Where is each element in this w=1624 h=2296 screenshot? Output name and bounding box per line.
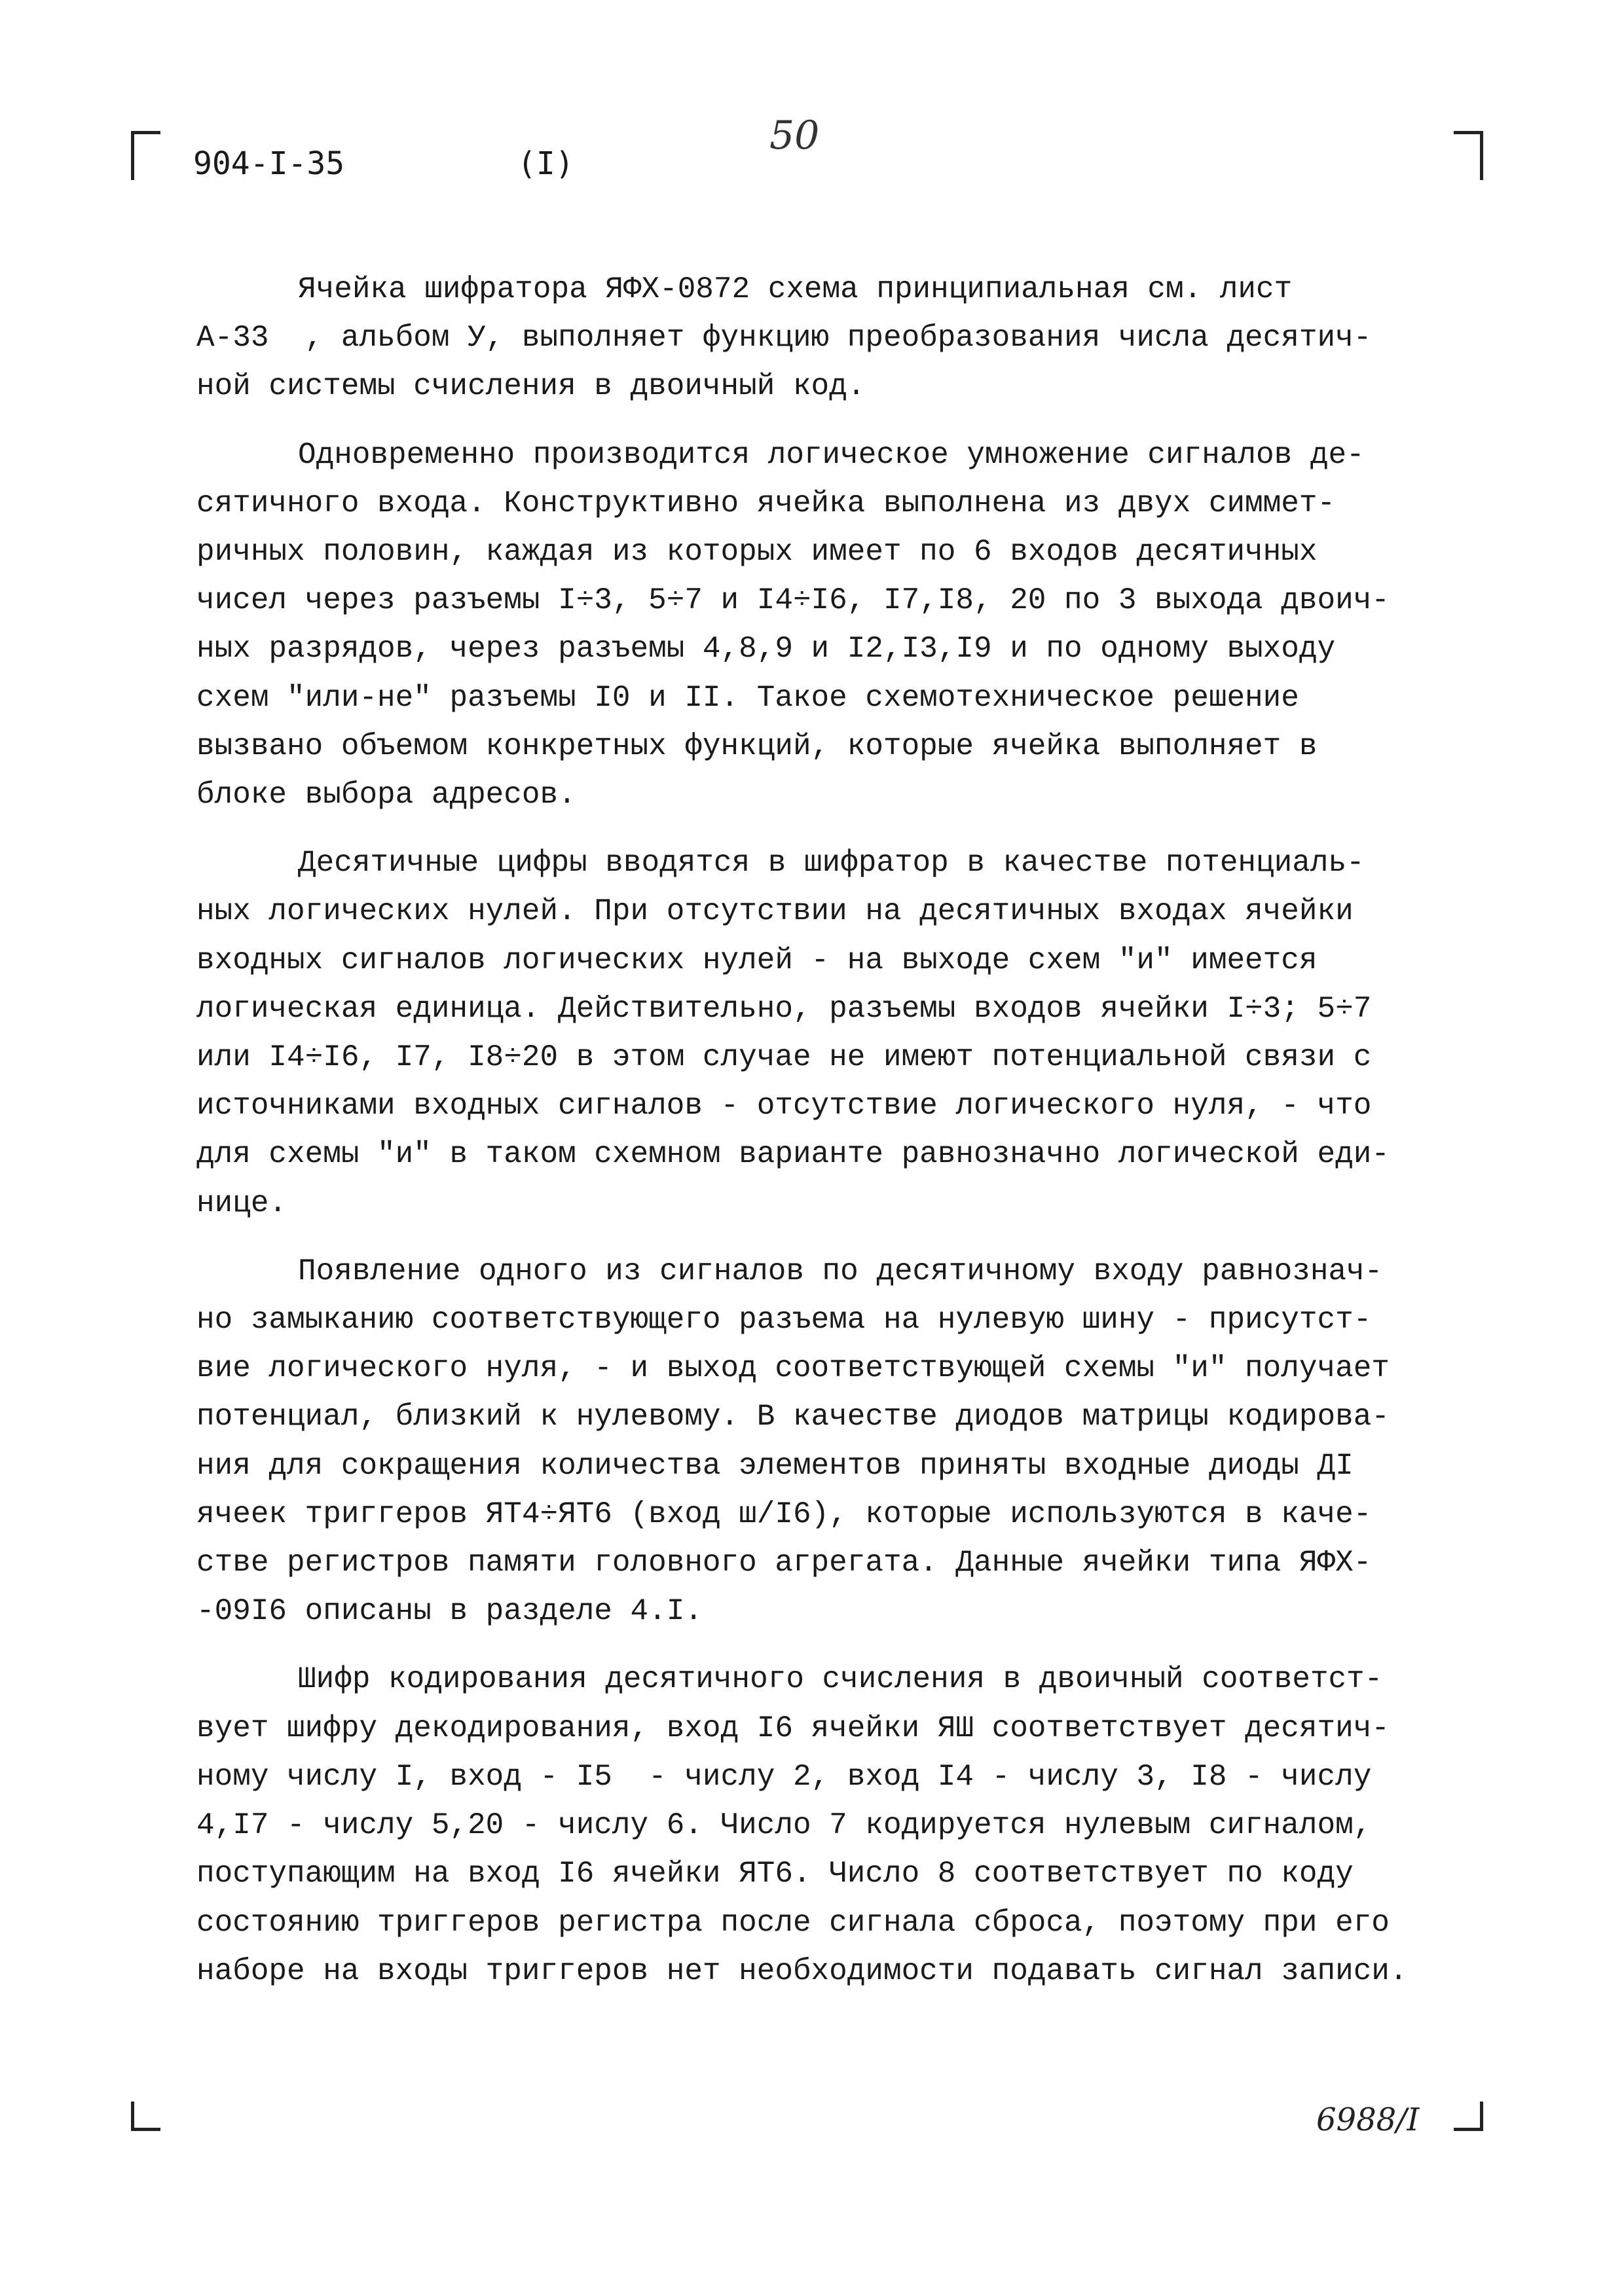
text-line: А-33 , альбом У, выполняет функцию преобразования числа десятич- — [196, 321, 1372, 355]
corner-mark-bottom-left — [131, 2102, 160, 2131]
text-line: Появление одного из сигналов по десятичному входу равнознач- — [298, 1254, 1383, 1288]
text-line: ричных половин, каждая из которых имеет по 6 входов десятичных — [196, 535, 1318, 570]
text-line: вует шифру декодирования, вход I6 ячейки ЯШ соответствует десятич- — [196, 1711, 1390, 1745]
text-line: Ячейка шифратора ЯФХ-0872 схема принципиальная см. лист — [298, 272, 1293, 306]
text-line: ных логических нулей. При отсутствии на десятичных входах ячейки — [196, 894, 1354, 929]
paragraph-5 — [196, 1655, 1493, 1995]
paragraph-1 — [196, 265, 1493, 411]
text-line: сятичного входа. Конструктивно ячейка выполнена из двух симмет- — [196, 486, 1336, 520]
text-line: Десятичные цифры вводятся в шифратор в качестве потенциаль- — [298, 846, 1365, 881]
document-code: 904-I-35 — [193, 145, 345, 182]
paragraph-2 — [196, 431, 1493, 820]
text-line: Шифр кодирования десятичного счисления в двоичный соответст- — [298, 1662, 1383, 1697]
text-line: 4,I7 - числу 5,20 - числу 6. Число 7 кодируется нулевым сигналом, — [196, 1808, 1372, 1843]
paragraph-4 — [196, 1247, 1493, 1636]
text-line: логическая единица. Действительно, разъемы входов ячейки I÷3; 5÷7 — [196, 991, 1372, 1026]
inventory-stamp: 6988/I — [1316, 2102, 1420, 2138]
paragraph-3 — [196, 839, 1493, 1228]
text-line: источниками входных сигналов - отсутствие логического нуля, - что — [196, 1089, 1372, 1123]
text-line: -09I6 описаны в разделе 4.I. — [196, 1594, 703, 1629]
text-line: ячеек триггеров ЯТ4÷ЯТ6 (вход ш/I6), которые используются в каче- — [196, 1497, 1372, 1531]
corner-mark-top-left — [131, 131, 160, 180]
page-number: 50 — [769, 113, 820, 158]
corner-mark-bottom-right — [1454, 2102, 1483, 2131]
text-line: ния для сокращения количества элементов приняты входные диоды ДI — [196, 1448, 1354, 1483]
corner-mark-top-right — [1454, 131, 1483, 180]
text-line: наборе на входы триггеров нет необходимости подавать сигнал записи. — [196, 1954, 1408, 1988]
text-line: потенциал, близкий к нулевому. В качестве диодов матрицы кодирова- — [196, 1400, 1390, 1434]
text-line: или I4÷I6, I7, I8÷20 в этом случае не имеют потенциальной связи с — [196, 1040, 1372, 1075]
text-line: ному числу I, вход - I5 - числу 2, вход I4 - числу 3, I8 - числу — [196, 1759, 1372, 1794]
text-line: блоке выбора адресов. — [196, 778, 576, 812]
part-number: (I) — [517, 145, 574, 182]
text-line: нице. — [196, 1186, 287, 1220]
text-line: входных сигналов логических нулей - на выходе схем "и" имеется — [196, 943, 1318, 977]
text-line: вызвано объемом конкретных функций, которые ячейка выполняет в — [196, 729, 1318, 763]
text-line: Одновременно производится логическое умножение сигналов де- — [298, 437, 1365, 472]
text-line: для схемы "и" в таком схемном варианте равнозначно логической еди- — [196, 1137, 1390, 1172]
text-line: поступающим на вход I6 ячейки ЯТ6. Число 8 соответствует по коду — [196, 1857, 1354, 1891]
text-line: ной системы счисления в двоичный код. — [196, 369, 866, 404]
text-line: состоянию триггеров регистра после сигнала сброса, поэтому при его — [196, 1905, 1390, 1940]
text-line: стве регистров памяти головного агрегата. Данные ячейки типа ЯФХ- — [196, 1546, 1372, 1580]
text-line: схем "или-не" разъемы I0 и II. Такое схемотехническое решение — [196, 680, 1299, 715]
body-text — [196, 265, 1493, 2015]
text-line: ных разрядов, через разъемы 4,8,9 и I2,I3,I9 и по одному выходу — [196, 632, 1336, 666]
text-line: вие логического нуля, - и выход соответствующей схемы "и" получает — [196, 1351, 1390, 1386]
text-line: чисел через разъемы I÷3, 5÷7 и I4÷I6, I7,I8, 20 по 3 выхода двоич- — [196, 583, 1390, 618]
text-line: но замыканию соответствующего разъема на нулевую шину - присутст- — [196, 1303, 1372, 1338]
